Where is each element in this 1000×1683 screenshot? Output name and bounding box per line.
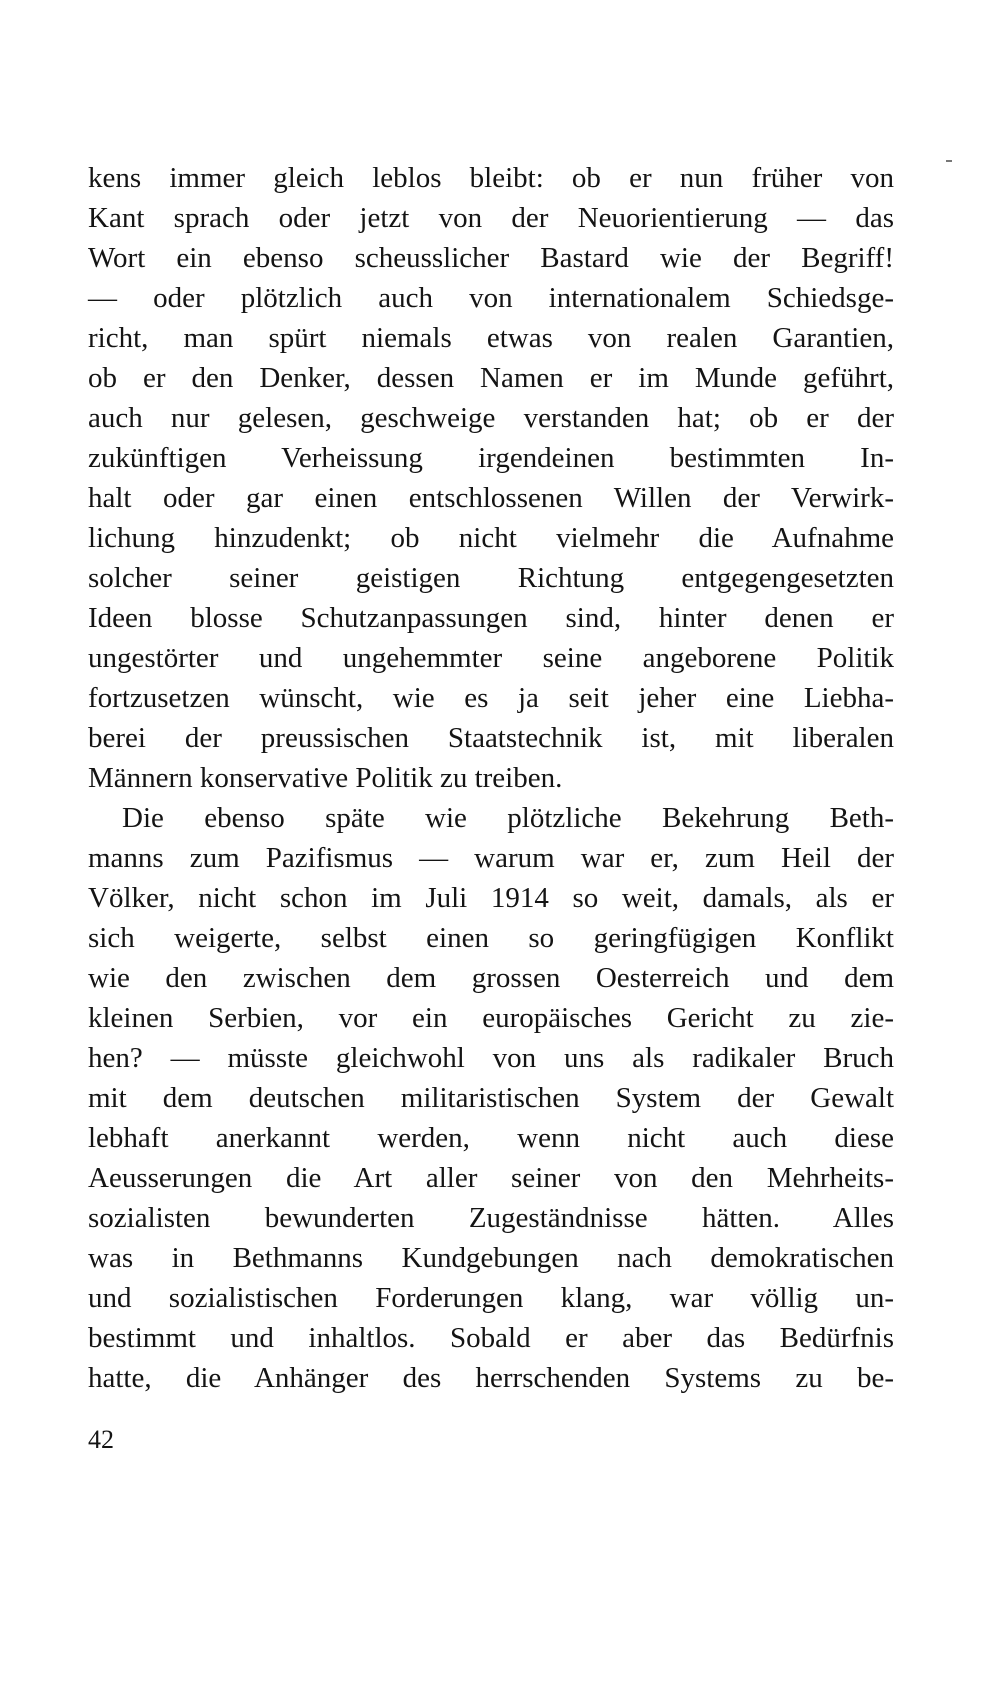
text-line: kleinen Serbien, vor ein europäisches Gericht zu zie- <box>88 1002 894 1034</box>
text-line: kens immer gleich leblos bleibt: ob er nun früher von <box>88 162 894 194</box>
text-line: Wort ein ebenso scheusslicher Bastard wie der Begriff! <box>88 242 894 274</box>
text-line: Aeusserungen die Art aller seiner von den Mehrheits- <box>88 1162 894 1194</box>
text-line: ungestörter und ungehemmter seine angeborene Politik <box>88 642 894 674</box>
text-line: bestimmt und inhaltlos. Sobald er aber das Bedürfnis <box>88 1322 894 1354</box>
text-line: — oder plötzlich auch von internationalem Schiedsge- <box>88 282 894 314</box>
page-number: 42 <box>88 1425 114 1454</box>
paragraph-2 <box>88 798 894 1398</box>
body-text <box>88 158 894 1398</box>
text-line: solcher seiner geistigen Richtung entgegengesetzten <box>88 562 894 594</box>
text-line: ob er den Denker, dessen Namen er im Munde geführt, <box>88 362 894 394</box>
text-line: und sozialistischen Forderungen klang, war völlig un- <box>88 1282 894 1314</box>
text-line: Kant sprach oder jetzt von der Neuorientierung — das <box>88 202 894 234</box>
text-line: mit dem deutschen militaristischen System der Gewalt <box>88 1082 894 1114</box>
text-line: zukünftigen Verheissung irgendeinen bestimmten In- <box>88 442 894 474</box>
text-line: Männern konservative Politik zu treiben. <box>88 762 563 794</box>
text-line: auch nur gelesen, geschweige verstanden hat; ob er der <box>88 402 894 434</box>
text-line: was in Bethmanns Kundgebungen nach demokratischen <box>88 1242 894 1274</box>
text-line: lichung hinzudenkt; ob nicht vielmehr die Aufnahme <box>88 522 894 554</box>
text-line: richt, man spürt niemals etwas von realen Garantien, <box>88 322 894 354</box>
text-line: halt oder gar einen entschlossenen Willen der Verwirk- <box>88 482 894 514</box>
text-line: manns zum Pazifismus — warum war er, zum Heil der <box>88 842 894 874</box>
text-line: Ideen blosse Schutzanpassungen sind, hinter denen er <box>88 602 894 634</box>
text-line: berei der preussischen Staatstechnik ist, mit liberalen <box>88 722 894 754</box>
text-line: sozialisten bewunderten Zugeständnisse hätten. Alles <box>88 1202 894 1234</box>
margin-mark <box>946 160 952 162</box>
text-line: hatte, die Anhänger des herrschenden Systems zu be- <box>88 1362 894 1394</box>
text-line: fortzusetzen wünscht, wie es ja seit jeher eine Liebha- <box>88 682 894 714</box>
text-line: Völker, nicht schon im Juli 1914 so weit, damals, als er <box>88 882 894 914</box>
text-line: wie den zwischen dem grossen Oesterreich und dem <box>88 962 894 994</box>
text-line: lebhaft anerkannt werden, wenn nicht auch diese <box>88 1122 894 1154</box>
text-line: hen? — müsste gleichwohl von uns als radikaler Bruch <box>88 1042 894 1074</box>
paragraph-1 <box>88 158 894 798</box>
text-line: sich weigerte, selbst einen so geringfügigen Konflikt <box>88 922 894 954</box>
text-line: Die ebenso späte wie plötzliche Bekehrung Beth- <box>122 802 894 834</box>
